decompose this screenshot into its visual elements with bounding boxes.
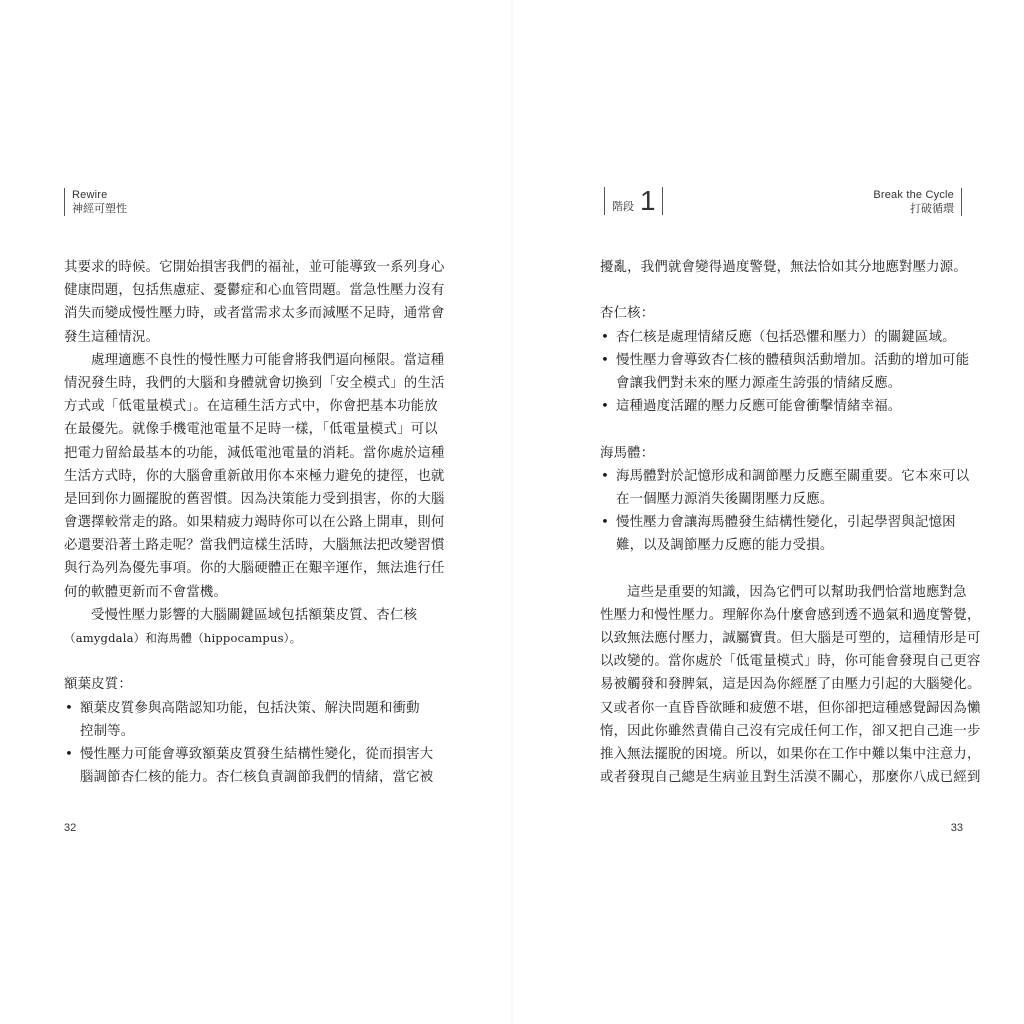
body-line: 性壓力和慢性壓力。理解你為什麼會感到透不過氣和過度警覺， — [600, 607, 981, 623]
bullet-icon: • — [601, 329, 610, 345]
body-line: 消失而變成慢性壓力時，或者當需求太多而減壓不足時，通常會 — [64, 306, 445, 322]
body-line: 把電力留給最基本的功能，減低電池電量的消耗。當你處於這種 — [64, 445, 445, 461]
right-body-text — [600, 256, 981, 789]
body-line: 或者發現自己總是生病並且對生活漠不關心，那麼你八成已經到 — [600, 770, 981, 786]
body-line: 這些是重要的知識，因為它們可以幫助我們恰當地應對急 — [627, 584, 967, 600]
list-item-text: 這種過度活躍的壓力反應可能會衝擊情緒幸福。 — [616, 399, 902, 415]
bullet-icon: • — [601, 352, 610, 368]
body-line: 以改變的。當你處於「低電量模式」時，你可能會發現自己更容 — [600, 654, 981, 670]
body-line: 擾亂，我們就會變得過度警覺，無法恰如其分地應對壓力源。 — [600, 260, 967, 275]
list-item — [600, 326, 964, 349]
body-line: （amygdala）和海馬體（hippocampus）。 — [64, 631, 302, 645]
list-item-text: 慢性壓力可能會導致額葉皮質發生結構性變化，從而損害大 — [80, 746, 434, 762]
bullet-icon: • — [65, 746, 74, 762]
stage-divider — [604, 187, 605, 215]
book-title-zh: 神經可塑性 — [72, 203, 127, 215]
stage-number: 1 — [640, 185, 656, 216]
list-item-text: 杏仁核是處理情緒反應（包括恐懼和壓力）的關鍵區域。 — [616, 329, 956, 345]
body-line: 必還要沿著土路走呢？當我們這樣生活時，大腦無法把改變習慣 — [64, 538, 445, 554]
section-heading-hippocampus: 海馬體： — [600, 445, 655, 461]
body-line: 方式或「低電量模式」。在這種生活方式中，你會把基本功能放 — [64, 399, 438, 415]
chapter-title-zh: 打破循環 — [910, 203, 954, 215]
list-item-text: 慢性壓力會導致杏仁核的體積與活動增加。活動的增加可能 — [616, 352, 970, 368]
paragraph-gap — [600, 418, 964, 441]
bullet-icon: • — [601, 399, 610, 415]
stage-label: 階段 — [612, 201, 634, 213]
stage-divider — [662, 187, 663, 215]
bullet-icon: • — [601, 515, 610, 531]
list-item — [64, 697, 452, 720]
paragraph-gap — [600, 279, 964, 302]
bullet-icon: • — [601, 468, 610, 484]
body-line: 會選擇較常走的路。如果精疲力竭時你可以在公路上開車，則何 — [64, 515, 445, 531]
body-line: 何的軟體更新而不會當機。 — [64, 584, 228, 600]
bullet-icon: • — [65, 700, 74, 716]
left-body-text — [64, 256, 452, 789]
body-line: 是回到你力圖擺脫的舊習慣。因為決策能力受到損害，你的大腦 — [64, 491, 445, 507]
body-line: 在最優先。就像手機電池電量不足時一樣，「低電量模式」可以 — [64, 422, 438, 438]
body-line: 受慢性壓力影響的大腦關鍵區域包括額葉皮質、杏仁核 — [91, 607, 418, 623]
body-line: 推入無法擺脫的困境。所以，如果你在工作中難以集中注意力， — [600, 746, 981, 762]
running-header-left — [64, 188, 127, 216]
body-line: 其要求的時候。它開始損害我們的福祉，並可能導致一系列身心 — [64, 260, 445, 275]
body-line: 情況發生時，我們的大腦和身體就會切換到「安全模式」的生活 — [64, 375, 445, 391]
list-item-text: 會讓我們對未來的壓力源產生誇張的情緒反應。 — [616, 375, 902, 391]
book-title-en: Rewire — [72, 189, 108, 201]
page-number: 32 — [64, 822, 77, 834]
body-line: 健康問題，包括焦慮症、憂鬱症和心血管問題。當急性壓力沒有 — [64, 283, 445, 299]
paragraph-gap — [64, 650, 452, 673]
paragraph-gap — [600, 557, 964, 580]
stage-marker — [604, 186, 663, 216]
list-item — [600, 349, 970, 372]
body-line: 又或者你一直昏昏欲睡和疲憊不堪，但你卻把這種感覺歸因為懶 — [600, 700, 981, 716]
section-heading-frontal-cortex: 額葉皮質： — [64, 677, 132, 693]
section-heading-amygdala: 杏仁核： — [600, 306, 655, 322]
body-line: 處理適應不良性的慢性壓力可能會將我們逼向極限。當這種 — [91, 352, 445, 368]
list-item-text: 在一個壓力源消失後關閉壓力反應。 — [616, 491, 834, 507]
right-page — [512, 0, 1024, 1024]
list-item-text: 難，以及調節壓力反應的能力受損。 — [616, 538, 834, 554]
list-item-text: 控制等。 — [80, 723, 135, 739]
list-item — [600, 465, 970, 488]
body-line: 發生這種情況。 — [64, 329, 160, 345]
list-item-text: 腦調節杏仁核的能力。杏仁核負責調節我們的情緒，當它被 — [80, 770, 434, 786]
list-item-text: 海馬體對於記憶形成和調節壓力反應至關重要。它本來可以 — [616, 468, 970, 484]
page-number: 33 — [950, 822, 963, 834]
chapter-title-en: Break the Cycle — [873, 189, 954, 201]
body-line: 惰，因此你雖然責備自己沒有完成任何工作，卻又把自己進一步 — [600, 723, 981, 739]
list-item-text: 額葉皮質參與高階認知功能，包括決策、解決問題和衝動 — [80, 700, 420, 716]
list-item-text: 慢性壓力會讓海馬體發生結構性變化，引起學習與記憶困 — [616, 515, 956, 531]
list-item — [600, 511, 964, 534]
body-line: 以致無法應付壓力，誠屬寶貴。但大腦是可塑的，這種情形是可 — [600, 631, 981, 646]
list-item — [600, 395, 964, 418]
running-header-right — [873, 188, 962, 216]
body-line: 易被觸發和發脾氣，這是因為你經歷了由壓力引起的大腦變化。 — [600, 677, 981, 693]
list-item — [64, 743, 452, 766]
body-line: 生活方式時，你的大腦會重新啟用你本來極力避免的捷徑，也就 — [64, 468, 445, 484]
body-line: 與行為列為優先事項。你的大腦硬體正在艱辛運作，無法進行任 — [64, 561, 445, 577]
